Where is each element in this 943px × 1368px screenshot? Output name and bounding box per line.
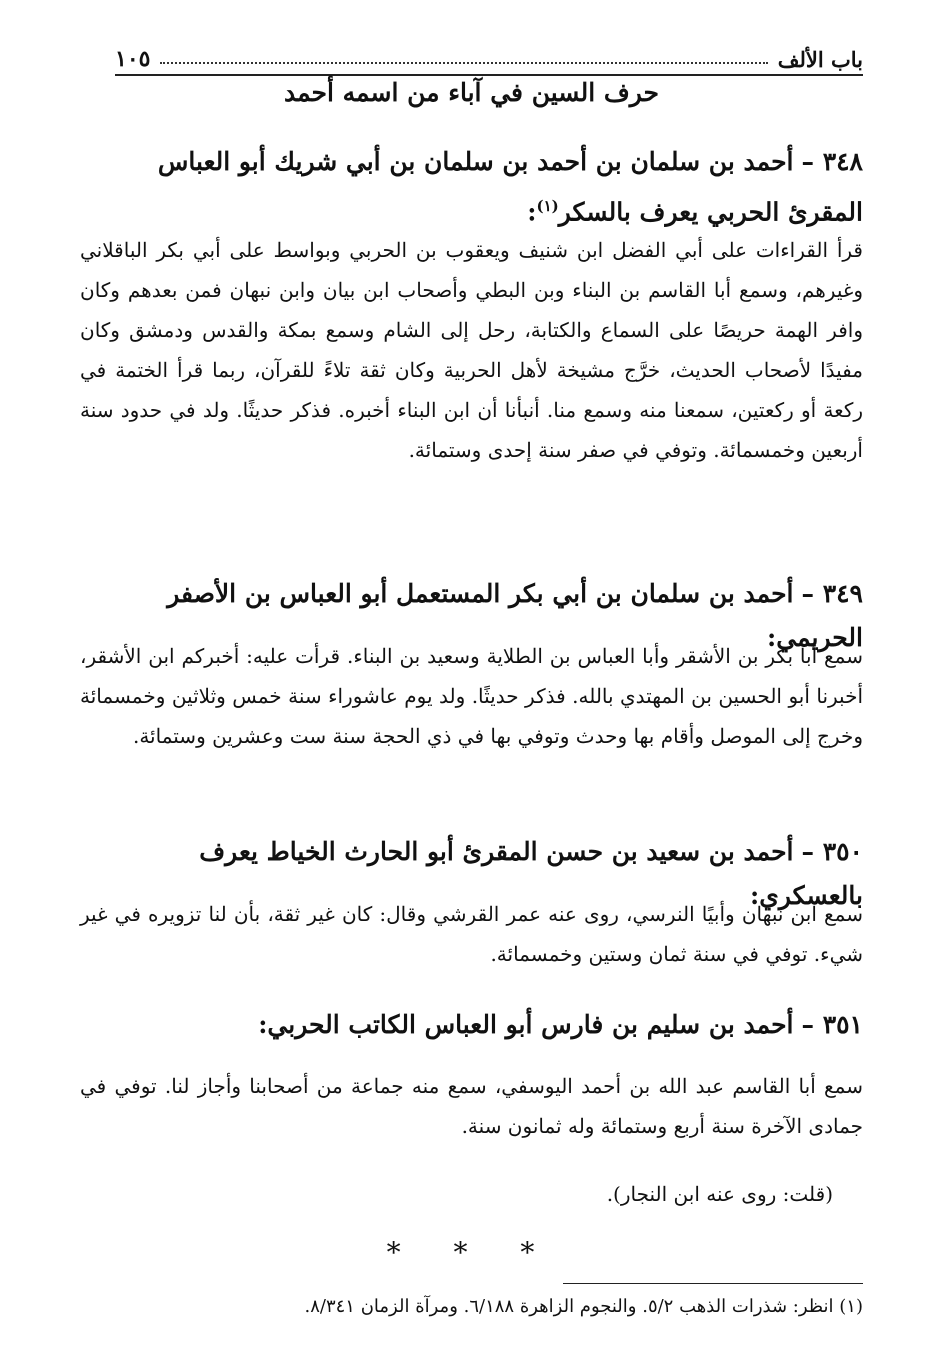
entry-text-348: قرأ القراءات على أبي الفضل ابن شنيف ويعقوب بن الحربي وبواسط على أبي بكر الباقلاني وغيرهم، وسمع أبا القاسم بن البناء وبن البطي وأصحاب ابن بيان وابن نبهان فمن بعدهم وكان وافر الهمة حريصًا على السماع والكتابة، رحل إلى الشام وسمع بمكة والقدس ودمشق وكان مفيدًا لأصحاب الحديث، خرَّج مشيخة لأهل الحربية وكان ثقة تلاءً للقرآن، ربما قرأ الختمة في ركعة أو ركعتين، سمعنا منه وسمع منا. أنبأنا أن ابن البناء أخبره. فذكر حديثًا. ولد في حدود سنة أربعين وخمسمائة. وتوفي في صفر سنة إحدى وستمائة. (80, 238, 863, 462)
section-separator: * * * (386, 1236, 557, 1269)
footnote: (١) انظر: شذرات الذهب ٥/٢. والنجوم الزاهرة ٦/١٨٨. ومرآة الزمان ٨/٣٤١. (304, 1296, 863, 1317)
entry-name: أحمد بن سلمان بن أبي بكر المستعمل أبو العباس بن الأصفر الحريمي: (167, 579, 863, 652)
footnote-ref[interactable]: (١) (536, 197, 559, 215)
entry-name: أحمد بن سعيد بن حسن المقرئ أبو الحارث الخياط يعرف بالعسكري: (199, 837, 863, 910)
footnote-rule (563, 1283, 863, 1284)
page-number: ١٠٥ (115, 46, 151, 72)
leader-dots (160, 62, 767, 64)
heading-colon: : (527, 197, 537, 227)
chapter-title: باب الألف (777, 47, 863, 72)
entry-text-349: سمع أبا بكر بن الأشقر وأبا العباس بن الطلاية وسعيد بن البناء. قرأت عليه: أخبركم ابن الأشقر، أخبرنا أبو الحسين بن المهتدي بالله. فذكر حديثًا. ولد يوم عاشوراء سنة خمس وثلاثين وخمسمائة وخرج إلى الموصل وأقام بها وحدث وتوفي بها في ذي الحجة سنة ست وعشرين وستمائة. (80, 644, 863, 748)
entry-number: ٣٤٨ – (801, 147, 863, 176)
entry-number: ٣٤٩ – (801, 579, 863, 608)
entry-text-351: سمع أبا القاسم عبد الله بن أحمد اليوسفي، سمع منه جماعة من أصحابنا وأجاز لنا. توفي في جمادى الآخرة سنة أربع وستمائة وله ثمانون سنة. (80, 1074, 863, 1138)
entry-number: ٣٥٠ – (801, 837, 863, 866)
running-header (115, 38, 863, 76)
section-title: حرف السين في آباء من اسمه أحمد (283, 78, 660, 107)
entry-heading-348 (80, 140, 863, 234)
entry-text-350: سمع ابن نبهان وأبيًا النرسي، روى عنه عمر القرشي وقال: كان غير ثقة، بأن لنا تزويره في غير شيء. توفي في سنة ثمان وستين وخمسمائة. (80, 902, 863, 966)
entry-heading-351 (80, 1003, 863, 1047)
entry-number: ٣٥١ – (801, 1010, 863, 1039)
editor-note: (قلت: روى عنه ابن النجار). (606, 1182, 833, 1206)
entry-name: أحمد بن سلمان بن أحمد بن سلمان بن أبي شريك أبو العباس المقرئ الحربي يعرف بالسكر (157, 147, 863, 227)
entry-name: أحمد بن سليم بن فارس أبو العباس الكاتب الحربي: (258, 1010, 794, 1039)
